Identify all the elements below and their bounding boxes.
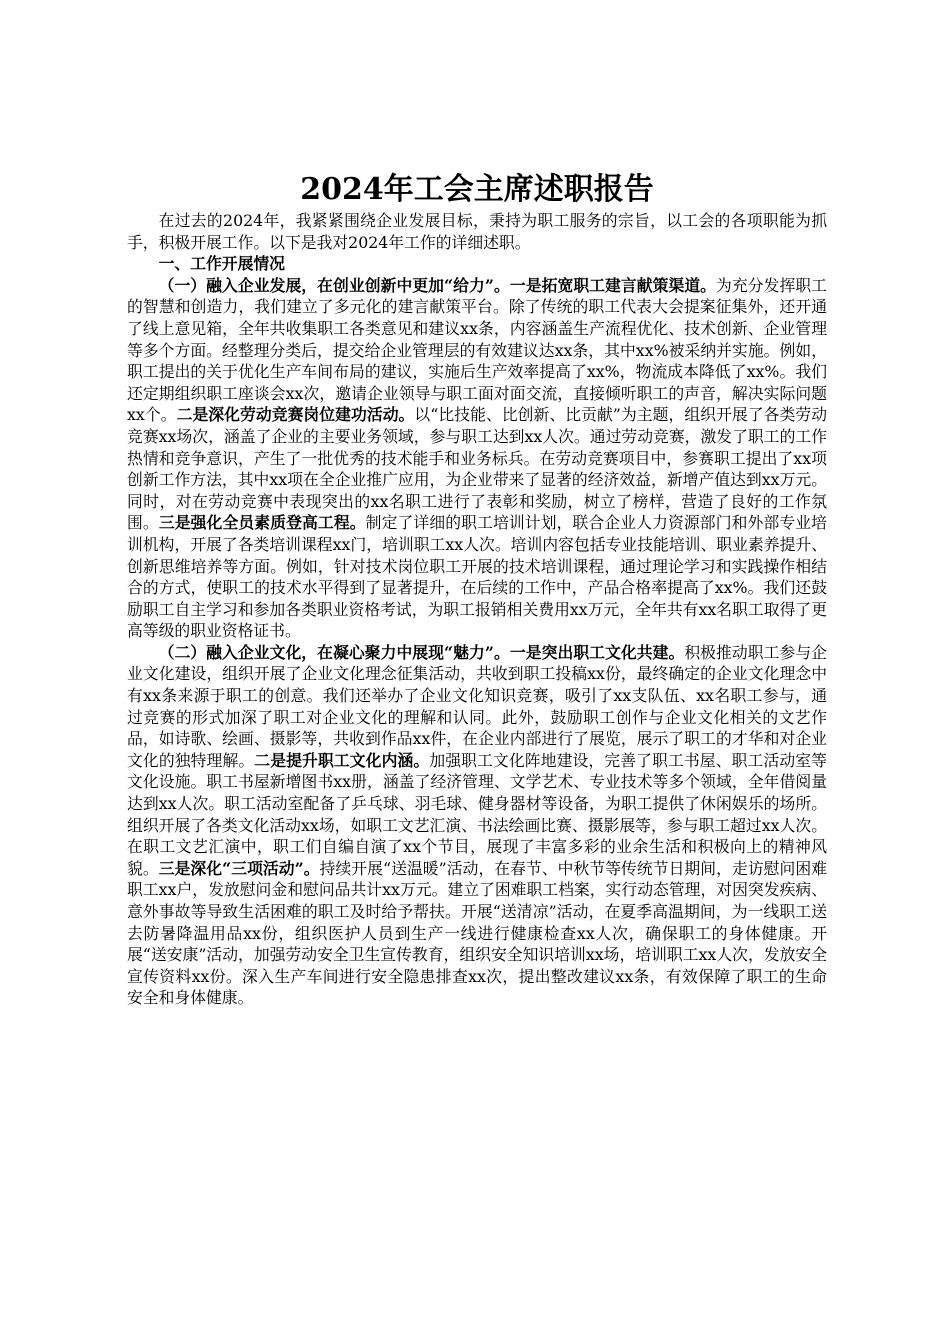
paragraph-enterprise-culture xyxy=(127,642,827,1009)
paragraph-enterprise-development xyxy=(127,275,827,642)
point-heading: 三是深化“三项活动”。 xyxy=(158,858,320,878)
paragraph-text: 制定了详细的职工培训计划，联合企业人力资源部门和外部专业培训机构，开展了各类培训课程xx门，培训职工xx人次。培训内容包括专业技能培训、职业素养提升、创新思维培养等方面。例如，针对技术岗位职工开展的技术培训课程，通过理论学习和实践操作相结合的方式，使职工的技术水平得到了显著提升，在后续的工作中，产品合格率提高了xx%。我们还鼓励职工自主学习和参加各类职业资格考试，为职工报销相关费用xx万元，全年共有xx名职工取得了更高等级的职业资格证书。 xyxy=(127,513,827,641)
document-title: 2024年工会主席述职报告 xyxy=(300,172,654,207)
subsection-lead-1: （一）融入企业发展，在创业创新中更加“给力”。一是拓宽职工建言献策渠道。 xyxy=(158,275,717,295)
point-heading: 三是强化全员素质登高工程。 xyxy=(158,513,366,533)
paragraph-text: 以“比技能、比创新、比贡献”为主题，组织开展了各类劳动竞赛xx场次，涵盖了企业的主要业务领域，参与职工达到xx人次。通过劳动竞赛，激发了职工的工作热情和竞争意识，产生了一批优秀的技术能手和业务标兵。在劳动竞赛项目中，参赛职工提出了xx项创新工作方法，其中xx项在全企业推广应用，为企业带来了显著的经济效益，新增产值达到xx万元。同时，对在劳动竞赛中表现突出的xx名职工进行了表彰和奖励，树立了榜样，营造了良好的工作氛围。 xyxy=(127,405,827,533)
section-heading-work: 一、工作开展情况 xyxy=(158,254,285,274)
paragraph-text: 加强职工文化阵地建设，完善了职工书屋、职工活动室等文化设施。职工书屋新增图书xx册，涵盖了经济管理、文学艺术、专业技术等多个领域，全年借阅量达到xx人次。职工活动室配备了乒乓球、羽毛球、健身器材等设备，为职工提供了休闲娱乐的场所。组织开展了各类文化活动xx场，如职工文艺汇演、书法绘画比赛、摄影展等，参与职工超过xx人次。在职工文艺汇演中，职工们自编自演了xx个节目，展现了丰富多彩的业余生活和积极向上的精神风貌。 xyxy=(127,750,827,878)
paragraph-text: 为充分发挥职工的智慧和创造力，我们建立了多元化的建言献策平台。除了传统的职工代表大会提案征集外，还开通了线上意见箱，全年共收集职工各类意见和建议xx条，内容涵盖生产流程优化、技术创新、企业管理等多个方面。经整理分类后，提交给企业管理层的有效建议达xx条，其中xx%被采纳并实施。例如，职工提出的关于优化生产车间布局的建议，实施后生产效率提高了xx%，物流成本降低了xx%。我们还定期组织职工座谈会xx次，邀请企业领导与职工面对面交流，直接倾听职工的声音，解决实际问题xx个。 xyxy=(127,275,827,425)
point-heading: 二是提升职工文化内涵。 xyxy=(254,750,430,770)
subsection-lead-2: （二）融入企业文化，在凝心聚力中展现“魅力”。一是突出职工文化共建。 xyxy=(158,642,685,662)
point-heading: 二是深化劳动竞赛岗位建功活动。 xyxy=(176,405,415,425)
paragraph-text: 持续开展“送温暖”活动，在春节、中秋节等传统节日期间，走访慰问困难职工xx户，发放慰问金和慰问品共计xx万元。建立了困难职工档案，实行动态管理，对因突发疾病、意外事故等导致生活困难的职工及时给予帮扶。开展“送清凉”活动，在夏季高温期间，为一线职工送去防暑降温用品xx份，组织医护人员到生产一线进行健康检查xx人次，确保职工的身体健康。开展“送安康”活动，加强劳动安全卫生宣传教育，组织安全知识培训xx场，培训职工xx人次，发放安全宣传资料xx份。深入生产车间进行安全隐患排查xx次，提出整改建议xx条，有效保障了职工的生命安全和身体健康。 xyxy=(127,858,827,1008)
document-page xyxy=(127,170,827,1009)
paragraph-text: 积极推动职工参与企业文化建设，组织开展了企业文化理念征集活动，共收到职工投稿xx份，最终确定的企业文化理念中有xx条来源于职工的创意。我们还举办了企业文化知识竞赛，吸引了xx支队伍、xx名职工参与，通过竞赛的形式加深了职工对企业文化的理解和认同。此外，鼓励职工创作与企业文化相关的文艺作品，如诗歌、绘画、摄影等，共收到作品xx件，在企业内部进行了展览，展示了职工的才华和对企业文化的独特理解。 xyxy=(127,642,827,770)
intro-paragraph: 在过去的2024年，我紧紧围绕企业发展目标，秉持为职工服务的宗旨，以工会的各项职能为抓手，积极开展工作。以下是我对2024年工作的详细述职。 xyxy=(127,211,827,252)
